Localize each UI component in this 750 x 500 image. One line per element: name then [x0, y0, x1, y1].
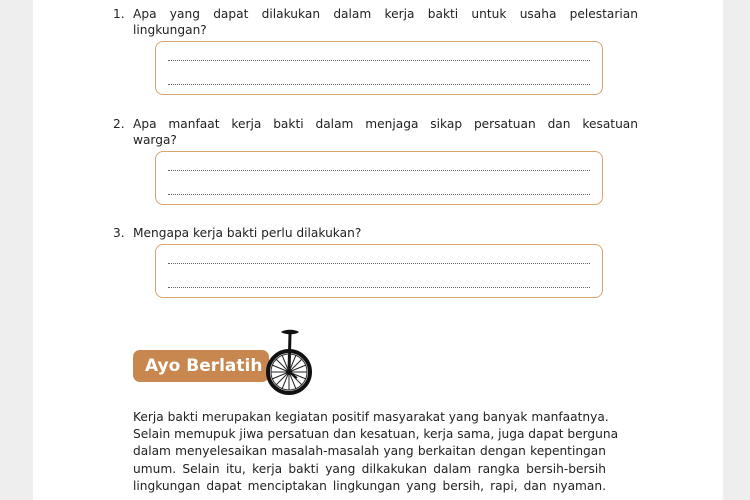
question-text: Apa yang dapat dilakukan dalam kerja bakti untuk usaha pelestarian	[133, 7, 638, 21]
paragraph-line: lingkungan dapat menciptakan lingkungan yang bersih, rapi, dan nyaman.	[133, 478, 606, 493]
answer-line	[168, 287, 590, 288]
answer-line	[168, 194, 590, 195]
question-text-cont: warga?	[133, 133, 177, 147]
answer-box-3[interactable]	[155, 244, 603, 298]
question-text: Mengapa kerja bakti perlu dilakukan?	[133, 226, 362, 240]
paragraph-line: dalam menyelesaikan masalah-masalah yang berkaitan dengan kepentingan	[133, 444, 606, 459]
paragraph-line: umum. Selain itu, kerja bakti yang dilkakukan dalam rangka bersih-bersih	[133, 461, 606, 476]
answer-line	[168, 60, 590, 61]
answer-line	[168, 170, 590, 171]
unicycle-icon	[259, 326, 319, 400]
paragraph-line: Kerja bakti merupakan kegiatan positif masyarakat yang banyak manfaatnya.	[133, 410, 609, 424]
question-number: 2.	[113, 117, 125, 131]
answer-box-2[interactable]	[155, 151, 603, 205]
question-1	[113, 6, 638, 38]
workbook-page	[33, 0, 723, 500]
answer-box-1[interactable]	[155, 41, 603, 95]
question-2	[113, 116, 638, 148]
answer-line	[168, 84, 590, 85]
answer-line	[168, 263, 590, 264]
question-text-cont: lingkungan?	[133, 23, 207, 37]
question-3	[113, 225, 638, 241]
paragraph-line: Selain memupuk jiwa persatuan dan kesatuan, kerja sama, juga dapat berguna	[133, 427, 619, 442]
paragraph	[133, 409, 619, 495]
question-number: 3.	[113, 226, 125, 240]
section-title-banner: Ayo Berlatih	[133, 350, 269, 382]
question-text: Apa manfaat kerja bakti dalam menjaga sikap persatuan dan kesatuan	[133, 117, 638, 131]
question-number: 1.	[113, 7, 125, 21]
